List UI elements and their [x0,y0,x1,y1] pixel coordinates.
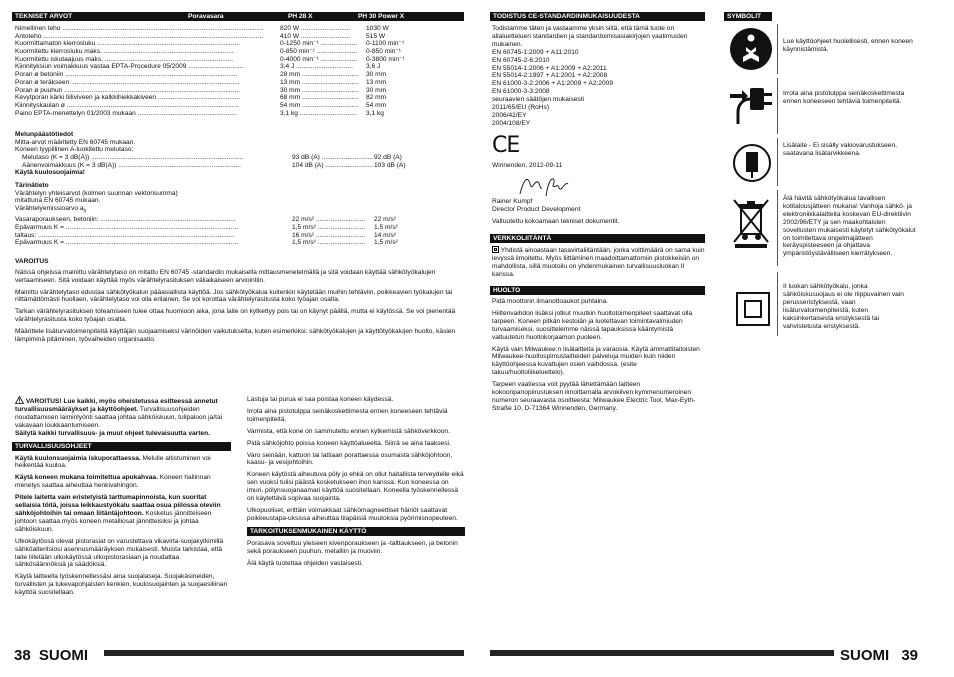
spec-value-ph28: 30 mm ............................... [280,86,359,94]
safety-para-3-text: Kosketus jännitteiseen johtoon saattaa myös koneen metalliosat jännitteisiksi ja johtaa sähköiskuun. [15,509,212,533]
safety-b-para: Pidä sähköjohto poissa koneen käyttöalueelta. Siirrä se aina taaksesi. [247,439,451,447]
noise-row-power [15,162,465,170]
vib-r2-v1: 1,5 m/s² .......................... [292,223,366,231]
page-language: SUOMI [840,647,890,664]
symbol-text-weee: Älä hävitä sähkötyökalua tavallisen kotitalousjätteen mukana! Vanhoja sähkö- ja elektroniikkalaitteita koskevan EU-direktiivin 2002/96/ETY ja sen maakohtaisten sovellusten mukaisesti käytetyt sähkötyökalut on toimitettava ongelmajätteen keräyspisteeseen ja ohjattava ympäristöystävälliseen kierrätykseen. [783,195,916,258]
spec-label: Poran ø teräkseen ............................................................................................ [15,78,240,86]
accessory-icon [732,144,772,187]
general-warning [15,396,231,438]
spec-row [15,87,465,95]
spec-row [15,110,465,118]
spec-value-ph30: 3,1 kg [366,109,384,117]
safety-para-5: Käytä laitteella työskennellessäsi aina suojalaseja. Suojakäsineiden, turvallisten ja tukevapohjaisten kenkien, kuulosuojainten ja suojaesiliinan käyttöä suositellaan. [15,573,228,597]
intended-use-para: Älä käytä tuotettaa ohjeiden vastaisesti. [247,559,363,567]
safety-para-2 [15,474,231,490]
ce-mark: CE [492,132,520,158]
vib-r3-label: taltaus: ........................................................................................................... [15,231,235,239]
varoitus-para: Mainittu värähtelytaso edustaa sähkötyökalun pääasiallista käyttöä. Jos sähkötyökalua kuitenkin käytetään muihin tehtäviin, poikkeavien työkalujen tai riittämättömästi huollaen, värähtelytaso voi olla erilainen. Se voi korottaa värähtelyrasitusta koko työajan osalta. [15,288,453,304]
spec-value-ph28: 0-850 min⁻¹ ...................... [280,48,358,56]
right-footer-bar [490,650,834,656]
weee-bin-icon [731,198,771,253]
noise-level-label: Melutaso (K = 3 dB(A)) ................................................................................... [22,154,244,162]
spec-label: Kiinnityskaulan ø .............................................................................................. [15,101,239,109]
spec-header [12,12,464,21]
spec-label: Kuormitettu iskutaajuus maks. ...................................................................... [15,55,234,63]
vibration-row-1 [15,216,465,224]
spec-label: Poran ø puuhun ................................................................................................ [15,86,240,94]
ce-line: EN 61000-3-3:2008 [492,88,550,96]
spec-row [15,71,465,79]
symbol-cell-weee [724,190,778,266]
spec-label: Nimellinen teho .............................................................................................................. [15,25,264,32]
page-number: 38 [14,647,31,664]
mains-text [490,246,705,279]
vib-r1-v2: 22 m/s² [374,216,396,224]
spec-value-ph30: 0-1100 min⁻¹ [366,40,405,48]
signer-name: Rainer Kumpf [492,197,533,205]
symbol-cell-double-insulation [724,272,778,336]
warning-triangle-icon [15,396,24,404]
spec-label: Kevytporan kärki tiiliviveen ja kalkkihiekkakiveen ............................................. [15,94,241,102]
vib-r4-v2: 1,5 m/s² [374,239,398,247]
spec-value-ph30: 30 mm [366,86,387,94]
spec-value-ph30: 0-850 min⁻¹ [366,48,401,56]
vibration-line-2: mitattuna EN 60745 mukaan. [15,197,101,205]
spec-value-ph28: 0-1250 min⁻¹ .................... [280,40,358,48]
ce-line: 2011/65/EU (RoHs) [492,104,550,112]
vib-r3-v1: 16 m/s² ........................... [292,231,366,239]
vibration-line-1: Värähtelyn yhteisarvot (kolmen suunnan vektorisumma) [15,189,178,197]
page-number: 39 [901,647,919,664]
spec-row [15,40,465,48]
spec-row [15,63,465,71]
spec-label: Paino EPTA-menettelyn 01/2003 mukaan ...................................................... [15,109,237,117]
safety-b-para: Irrota aina pistotulppa seinäkoskettimesta ennen koneeseen tehtäviä toimenpiteitä. [247,407,448,423]
mains-header: VERKKOLIITÄNTÄ [490,234,705,243]
spec-value-ph28: 0-4000 min⁻¹ .................... [280,55,358,63]
safety-para-1-bold: Käytä kuulonsuojaimia iskuporattaessa. [15,454,141,462]
spec-row [15,25,465,33]
ce-line: 2004/108/EY [492,119,531,127]
symbol-cell-read-manual [724,24,778,74]
spec-col-ph28: PH 28 X [288,13,313,20]
class-ii-icon [492,246,499,253]
vibration-emission-sub: h [83,208,87,215]
spec-value-ph28: 410 W ........................... [280,32,351,40]
unplug-icon [728,84,774,133]
intended-use-header: TARKOITUKSENMUKAINEN KÄYTTÖ [247,527,465,536]
vibration-row-4 [15,239,465,247]
spec-label: Poran ø betoniin .............................................................................................. [15,71,238,79]
symbol-text-read-manual: Lue käyttöohjeet huolellisesti, ennen koneen käynnistämistä. [783,38,913,53]
noise-heading: Melunpäästötiedot [15,131,74,138]
spec-label: Antoteho ........................................................................................................................ [15,32,264,40]
spec-row [15,102,465,110]
vibration-row-2 [15,224,465,232]
safety-header: TURVALLISUUSOHJEET [12,442,231,451]
symbols-header: SYMBOLIT [724,12,772,21]
signer-title: Director Product Development [492,205,581,213]
spec-title: TEKNISET ARVOT [15,13,73,20]
spec-label: Kuormittamaton kierrosluku .............................................................................. [15,40,240,48]
safety-b-para: Koneen käytöstä aiheutuva pöly jo ehkä on ollut haitallista terveydelle eikä sen vuoksi tulisi päästä kosketukseen ihon kanssa. Kun koneessa on imuri, pölynsuojanaamari käyttöä suositellaan. Koneella työskennellessä on käytettävä sopivaa suojainta. [247,471,464,503]
ce-line: EN 55014-1:2006 + A1:2009 + A2:2011 [492,64,607,72]
ce-line: seuraavien säätöjen mukaisesti [492,96,584,104]
safety-b-para: Varo seinään, kattoon tai lattiaan porattaessa osumasta sähköjohtoon, kaasu- ja vesijohtoihin. [247,451,453,467]
ce-column [490,12,705,417]
spec-label: Kuormitettu kierrosluku maks. ....................................................................... [15,48,234,56]
warning-bold-2: Säilytä kaikki turvallisuus- ja muut ohjeet tulevaisuutta varten. [15,429,210,437]
vibration-row-3 [15,232,465,240]
ce-line: 2006/42/EY [492,111,527,119]
spec-value-ph30: 54 mm [366,101,387,109]
spec-row [15,79,465,87]
vib-r4-v1: 1,5 m/s² .......................... [292,239,366,247]
spec-label: Kiinnityksiun voimakkuus vastaa EPTA-Procedure 05/2009 .............................. [15,63,244,71]
spec-value-ph30: 1030 W [366,25,389,32]
varoitus-para: Tarkan värähtelyrasituksen toteamiseen tulee ottaa huomioon aika, jona laite on kytkettyy pois tai on käynyt päällä, mutta ei käytössä. Se voi pienentää värähtelyrasitusta koko työajan osalta. [15,308,456,324]
safety-b-para: Ulkopuoliset, erittäin voimakkaat sähkömagneettiset häiriöt saattavat poikkeustapa-uksissa aiheuttaa tilapäisiä muutoksia pyörimisnopeuteen. [247,506,458,522]
spec-value-ph30: 13 mm [366,78,387,86]
varoitus-para: Määrittele lisäturvatoimenpiteitä käyttäjän suojaamiseksi värinöiden vaikutukselta, kuten esimerkiksi: sähkötyökalujen ja käyttötyökalujen huolto, käsien lämpiminä pitäminen, työvaiheiden organisaatio. [15,328,456,344]
place-date: Winnenden, 2012-09-11 [492,161,563,169]
vib-r2-label: Epävarmuus K = .............................................................................................. [15,223,238,231]
maintenance-para: Hiiltenvaihdon lisäksi jotkut muutkin huoltotoimenpiteet saattavat olla tarpeen. Koneen pitkän kestoiän ja luotettavan toimintavalmiuden turvaamiseksi, suosittelemme näissä tapauksissa kääntymistä valtuutetun huoltokorjaamon puoleen. [492,309,693,341]
spec-value-ph28: 3,4 J ............................... [280,63,353,71]
safety-para-2-bold: Käytä koneen mukana toimitettua apukahvaa. [15,474,158,482]
mains-text-body: Yhdistä ainoastaan tasavirtaliitäntään, jonka volttimäärä on sama kuin levyssä ilmoitettu. Myös liittäminen maadoittamattomiin pistokkeisiin on mahdollista, sillä muotoilu on yhdenmukainen turvallisuusluokan II kanssa. [492,247,705,279]
symbol-cell-accessory [724,138,778,186]
spec-row [15,33,465,41]
spec-row [15,94,465,102]
symbol-text-accessory: Lisälaite - Ei sisälly vakiovarustukseen, saatavana lisätarvikkeena. [783,142,897,157]
ce-declaration [490,25,705,128]
safety-b-para: Lastuja tai purua ei saa poistaa koneen käydessä. [247,396,394,403]
spec-value-ph28: 28 mm ............................... [280,71,359,79]
safety-b-para: Varmista, että kone on sammutettu ennen kytkemistä sähköverkkoon. [247,427,450,435]
vibration-section [15,182,465,247]
vib-r2-v2: 1,5 m/s² [374,223,398,231]
spec-value-ph30: 82 mm [366,94,387,102]
vib-r4-label: Epävarmuus K = .............................................................................................. [15,239,238,247]
ce-line: EN 60745-1:2009 + A11:2010 [492,48,579,56]
spec-value-ph30: 0-3800 min⁻¹ [366,55,405,63]
noise-line-1: Mitta-arvot määritetty EN 60745 mukaan. [15,138,136,146]
spec-row [15,48,465,56]
safety-para-3-bold: Pitele laitetta vain eristetyistä tarttumapinnoista, kun suoritat sellaisia töitä, joissa leikkaustyökalu saattaa osua piilossa oleviin sähköjohtoihin tai omaan liitäntäjohtoon. [15,494,221,517]
spec-value-ph28: 3,1 kg ............................... [280,109,357,117]
noise-level-v2: 92 dB (A) [374,154,402,162]
intended-use-para: Porasava soveltuu yleiseen kivenporaukseen ja -talttaukseen, ja betonin sekä poraukseen puuhun, metalliin ja muoviin. [247,539,458,555]
ce-line: EN 60745-2-6:2010 [492,56,550,64]
safety-para-4: Ulkokäytössä olevat pistorasiat on varustettava vikavirta-suojakytkimillä sähköalteritsiosi asennusmääräyksen mukaisesti. Muista tarkistaa, että laite liitetään ulkokäytössä ulkopistorasiaan ja noudattaa sähkösäännöksiä ja säädöksiä. [15,537,224,569]
spec-value-ph28: 13 mm ............................... [280,78,359,86]
noise-power-v2: 103 dB (A) [374,161,406,169]
noise-level-v1: 93 dB (A) ............................ [292,154,373,162]
ce-line: EN 61000-3-2:2006 + A1:2009 + A2:2009 [492,80,613,88]
ce-line: EN 55014-2:1997 + A1:2001 + A2:2008 [492,72,608,80]
spec-row [15,56,465,64]
spec-col-model: Poravasara [188,13,224,20]
signer-note: Valtuutettu kokoamaan tekniset dokumentit. [492,217,620,225]
symbol-cell-unplug [724,78,778,134]
spec-value-ph28: 68 mm ............................... [280,94,359,102]
warning-bold: VAROITUS! Lue kaikki, myös oheistetussa esitteessä annetut turvallisuusmääräykset ja käyttöohjeet. [15,398,218,413]
noise-section [15,131,465,177]
varoitus-para: Näissä ohjeissa mainittu värähtelytaso on mitattu EN 60745 -standardin mukaisella mittausmenetelmällä ja sitä voidaan käyttää sähkötyökalujen vertaamiseen. Sitä voidaan käyttää myös värähtelyrasituksen väliaikaiseen arviointiin. [15,268,436,284]
varoitus-section [15,258,463,348]
maintenance-para: Käytä vain Milwaukee:n lisälaitteita ja varaosia. Käytä ammattitaitoisten Milwaukee-huoltospimuslaitteiden palveluja muiden kuin niiden käyttöohjeessa kuvattujen osien vaihdossa. (esite takuu/huoltoliikeluettelo). [492,345,700,377]
spec-value-ph28: 54 mm ............................... [280,101,359,109]
noise-power-v1: 104 dB (A) .......................... [292,161,373,169]
left-footer-bar [104,650,464,656]
spec-value-ph30: 515 W [366,32,386,40]
right-page-footer [840,647,940,665]
read-manual-icon [729,27,773,76]
warning-rest: Turvallisuusohjeiden noudattamisen laiminlyönti saattaa johtaa sähköiskuun, tulipaloon ja/tai vakavaan loukkaantumiseen. [15,405,223,429]
vibration-emission-label: Värähtelyemissioarvo a [15,205,84,213]
varoitus-heading: VAROITUS [15,258,49,265]
safety-column-b [247,396,465,572]
safety-para-1 [15,455,231,471]
ce-line: Todistamme täten ja vastaamme yksin siitä, että tämä tuote on allaluetteluen standardien ja standardoimisasiakirjojen vaatimusten mukainen. [492,25,688,48]
spec-value-ph30: 3,6 J [366,63,381,71]
maintenance-para: Pidä moottorin ilmanottoaukot puhtaina. [492,298,609,306]
noise-line-2: Koneen tyypillinen A-luokitettu melutaso: [15,146,134,154]
maintenance-para: Tarpeen vaatiessa voit pyytää lähettämään laitteen kokoonpanopiirustuksen ilmoittamalla arvokilven kymmenumeroinen numeron seuraavasta osoitteesta: Milwaukee Electric Tool, Max-Eyth-Straße 10, D-71364 Winnenden, Germany. [492,381,696,412]
vib-r1-v1: 22 m/s² ........................... [292,216,366,224]
symbol-text-double-insulation: II luokan sähkötyökalu, jonka sähköiskusuojaus ei ole riippuvainen vain perusseristyksestä, vaan lisäturvatoimenpiteistä, kuten kaksinkertaisesta eristyksestä tai vahvistetusta eristyksestä. [783,283,904,330]
signature-icon [518,174,705,198]
safety-para-2-text: Koneen hallinnan menetys saattaa aiheuttaa henkivahingon. [15,474,211,490]
vib-r3-v2: 14 m/s² [374,231,396,239]
spec-value-ph28: 820 W ........................... [280,25,351,32]
vibration-heading: Tärinätieto [15,182,49,189]
noise-row-level [15,154,465,162]
safety-para-3 [15,494,231,534]
ce-header: TODISTUS CE-STANDARDINMUKAISUUDESTA [490,12,705,21]
spec-table [15,25,465,119]
double-insulation-icon [736,292,770,331]
noise-power-label: Äänenvoimakkuus (K = 3 dB(A)) ................................................................... [22,161,241,169]
vibration-line-3 [15,205,465,216]
safety-para-1-text: Melulle altistuminen voi heikentää kuuloa. [15,454,211,470]
spec-value-ph30: 30 mm [366,71,387,79]
maintenance-header: HUOLTO [490,286,705,295]
noise-warning: Käytä kuulosuojaimia! [15,169,85,177]
page-language: SUOMI [38,647,89,664]
spec-col-ph30: PH 30 Power X [358,13,405,20]
symbol-text-unplug: Irrota aina pistotulppa seinäkoskettimesta ennen koneeseen tehtäviä toimenpiteitä. [783,90,905,105]
safety-column-a [15,396,231,601]
vib-r1-label: Vasaraporaukseen, betoniin: .......................................................................... [15,216,236,224]
